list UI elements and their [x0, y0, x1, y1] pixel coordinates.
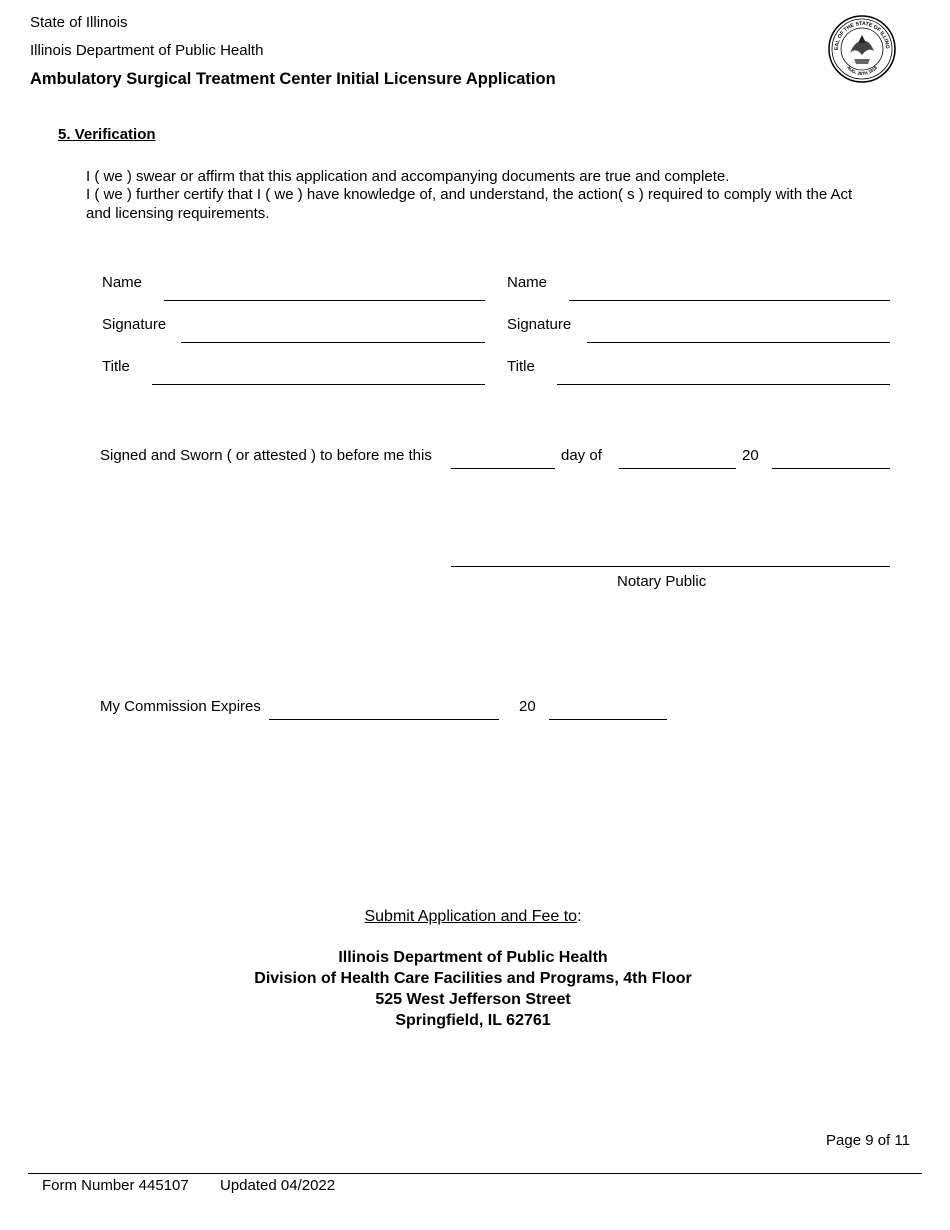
- sworn-statement-label: Signed and Sworn ( or attested ) to before me this: [100, 447, 432, 464]
- page-title: Ambulatory Surgical Treatment Center Initial Licensure Application: [30, 70, 556, 88]
- right-title-label: Title: [507, 358, 535, 375]
- state-name: State of Illinois: [30, 14, 128, 31]
- submit-heading-colon: :: [577, 908, 582, 925]
- day-of-label: day of: [561, 447, 602, 464]
- seal-date: AUG. 26TH 1818: [845, 65, 879, 77]
- left-title-field[interactable]: [152, 362, 485, 385]
- right-title-field[interactable]: [557, 362, 890, 385]
- section-heading: 5. Verification: [58, 126, 156, 143]
- sworn-year-prefix: 20: [742, 447, 759, 464]
- commission-date-field[interactable]: [269, 697, 499, 720]
- page-number: Page 9 of 11: [826, 1132, 910, 1149]
- verification-para-line-2: I ( we ) further certify that I ( we ) have knowledge of, and understand, the action( s ) required to comply with the Act: [86, 186, 853, 203]
- sworn-day-field[interactable]: [451, 446, 555, 469]
- left-signature-label: Signature: [102, 316, 167, 333]
- submit-street: 525 West Jefferson Street: [375, 991, 571, 1008]
- updated-date: Updated 04/2022: [220, 1177, 336, 1194]
- sworn-month-field[interactable]: [619, 446, 736, 469]
- department-name: Illinois Department of Public Health: [30, 42, 264, 59]
- notary-signature-field[interactable]: [451, 544, 890, 567]
- verification-para-line-1: I ( we ) swear or affirm that this application and accompanying documents are true and complete.: [86, 168, 730, 185]
- sworn-year-field[interactable]: [772, 446, 890, 469]
- verification-para-line-3: and licensing requirements.: [86, 205, 270, 222]
- commission-expires-label: My Commission Expires: [100, 698, 261, 715]
- right-signature-label: Signature: [507, 316, 572, 333]
- submit-division: Division of Health Care Facilities and Programs, 4th Floor: [254, 970, 692, 987]
- left-name-label: Name: [102, 274, 143, 291]
- commission-year-prefix: 20: [519, 698, 536, 715]
- state-seal-logo: [828, 15, 896, 83]
- left-title-label: Title: [102, 358, 130, 375]
- right-signature-field[interactable]: [587, 320, 890, 343]
- submit-heading-wrapper: [0, 909, 946, 925]
- submit-heading: Submit Application and Fee to: [364, 908, 578, 925]
- left-name-field[interactable]: [164, 278, 485, 301]
- right-name-field[interactable]: [569, 278, 890, 301]
- left-signature-field[interactable]: [181, 320, 485, 343]
- notary-public-label: Notary Public: [617, 573, 707, 590]
- seal-text: EAL OF THE STATE OF ILLINO: [833, 20, 891, 51]
- submit-org: Illinois Department of Public Health: [338, 949, 608, 966]
- commission-year-field[interactable]: [549, 697, 667, 720]
- submit-city: Springfield, IL 62761: [395, 1012, 551, 1029]
- footer-divider: [28, 1173, 922, 1174]
- right-name-label: Name: [507, 274, 548, 291]
- form-number: Form Number 445107: [42, 1177, 189, 1194]
